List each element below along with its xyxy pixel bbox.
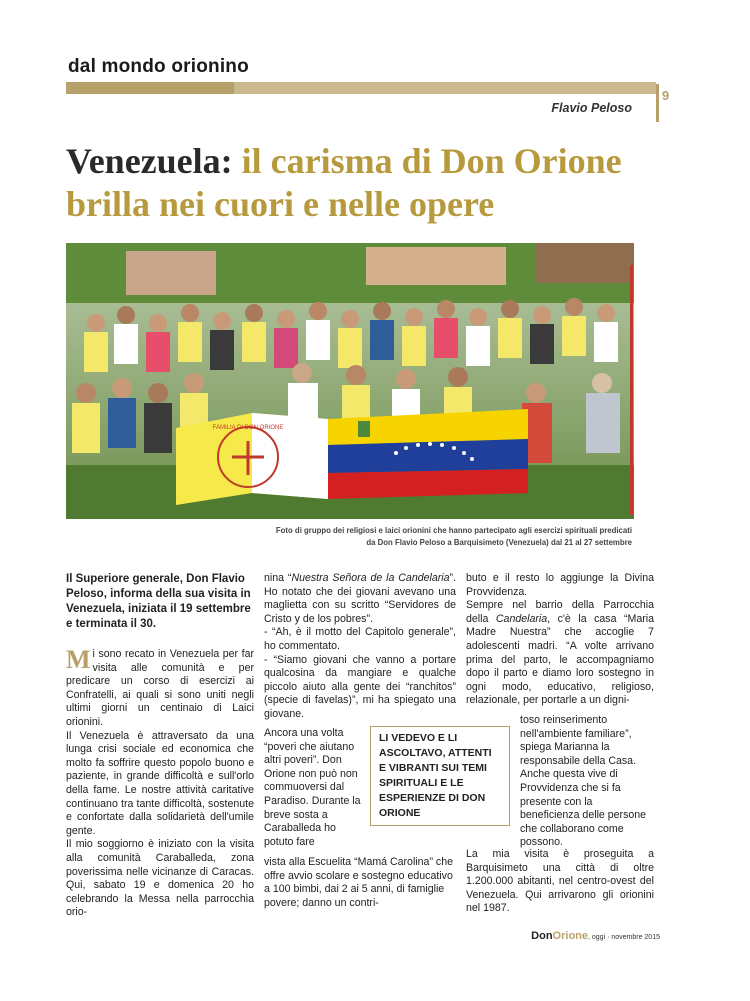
headline: [66, 140, 666, 226]
group-photo: [66, 243, 634, 519]
dropcap: M: [66, 645, 91, 674]
column-3-bottom: La mia visita è proseguita a Barquisimeto una città di oltre 1.200.000 abitanti, nel centro-ovest del Venezuela. Qui arrivarono gli orionini nel 1987.: [466, 848, 654, 915]
section-rule: [66, 82, 656, 94]
caption-line-1: Foto di gruppo dei religiosi e laici orionini che hanno partecipato agli esercizi spirituali predicati: [275, 526, 632, 535]
paragraph-intro: [66, 645, 254, 730]
author-name: Flavio Peloso: [551, 101, 632, 115]
paragraph-house: Sempre nel barrio della Parrocchia della Candelaria, c'è la casa “Maria Madre Nuestra” che accoglie 7 adolescenti madri. “A volte arrivano prima del parto, le accompagniamo dopo il parto e diamo loro sostegno in ogni modo, educativo, religioso, relazionale, per portarle a un digni-: [466, 599, 654, 707]
paragraph-youth: - “Siamo giovani che vanno a portare qualcosina da mangiare e qualche piccolo aiuto alla gente dei “ranchitos” (specie di favelas)”, mi ha spiegato una giovane.: [264, 653, 456, 720]
lead-paragraph: Il Superiore generale, Don Flavio Peloso, informa della sua visita in Venezuela, iniziata il 19 settembre e terminata il 30.: [66, 573, 251, 630]
photo-frame-line: [630, 265, 633, 515]
column-1: [66, 645, 254, 920]
paragraph-crisis: Il Venezuela è attraversato da una lunga crisi sociale ed economica che molto fa soffrire questo popolo buono e paziente, in grande difficoltà e sull'orlo della fame. Le nostre attività caritative continuano tra tante difficoltà, sostenute e confortate dalla solidarietà dell'umile gente.: [66, 729, 254, 837]
paragraph-motto: - “Ah, è il motto del Capitolo generale”, ho commentato.: [264, 626, 456, 652]
column-3-indent: toso reinserimento nell'ambiente familiare”, spiega Marianna la responsabile della Casa. Anche questa vive di Provvidenza che si fa presente con la beneficienza delle persone che collaborano come possono.: [520, 714, 647, 849]
column-3: [466, 572, 654, 708]
paragraph-parish: nina “Nuestra Señora de la Candelaria”. Ho notato che dei giovani avevano una maglietta con su scritto “Servidores de Cristo y de los pobres”.: [264, 572, 457, 625]
pull-quote: LI VEDEVO E LI ASCOLTAVO, ATTENTI E VIBRANTI SUI TEMI SPIRITUALI E LE ESPERIENZE DI DON ORIONE: [370, 726, 510, 826]
footer-brand: DonOrione, oggi · novembre 2015: [531, 930, 660, 942]
caption-line-2: da Don Flavio Peloso a Barquisimeto (Venezuela) dal 21 al 27 settembre: [366, 538, 632, 547]
column-2: [264, 572, 456, 722]
headline-country: Venezuela:: [66, 141, 233, 181]
headline-rest: il carisma di Don Orione brilla nei cuori e nelle opere: [66, 141, 622, 224]
paragraph-visit: Il mio soggiorno è iniziato con la visita alla comunità Caraballeda, zona poverissima nelle vicinanze di Caracas. Qui, sabato 19 e domenica 20 ho celebrando la Messa nella parrocchia orio-: [66, 838, 254, 919]
page-number-bar: [656, 84, 659, 122]
paragraph-intro-text: i sono recato in Venezuela per far visita alle comunità e per predicare un corso di esercizi ai Confratelli, ai quali si sono uniti negli ultimi giorni un centinaio di Laici orionini.: [66, 648, 254, 728]
group-photo-illustration: [66, 243, 634, 519]
paragraph-providence: buto e il resto lo aggiunge la Divina Provvidenza.: [466, 572, 654, 598]
page-number: 9: [662, 88, 670, 103]
column-2-bottom: vista alla Escuelita “Mamá Carolina” che offre avvio scolare e sostegno educativo a 100 bimbi, dai 2 ai 5 anni, di famiglie povere; danno un contri-: [264, 856, 453, 909]
photo-caption: [240, 525, 632, 549]
venezuela-flag: [328, 409, 528, 499]
yellow-white-flag: [176, 413, 328, 505]
section-title: dal mondo orionino: [68, 56, 249, 77]
flag-text: FAMILIA DI DON ORIONE: [212, 425, 284, 431]
column-2-narrow: Ancora una volta “poveri che aiutano altri poveri”. Don Orione non può non commuoversi dal Paradiso. Durante la breve sosta a Caraballeda ho potuto fare: [264, 727, 361, 848]
